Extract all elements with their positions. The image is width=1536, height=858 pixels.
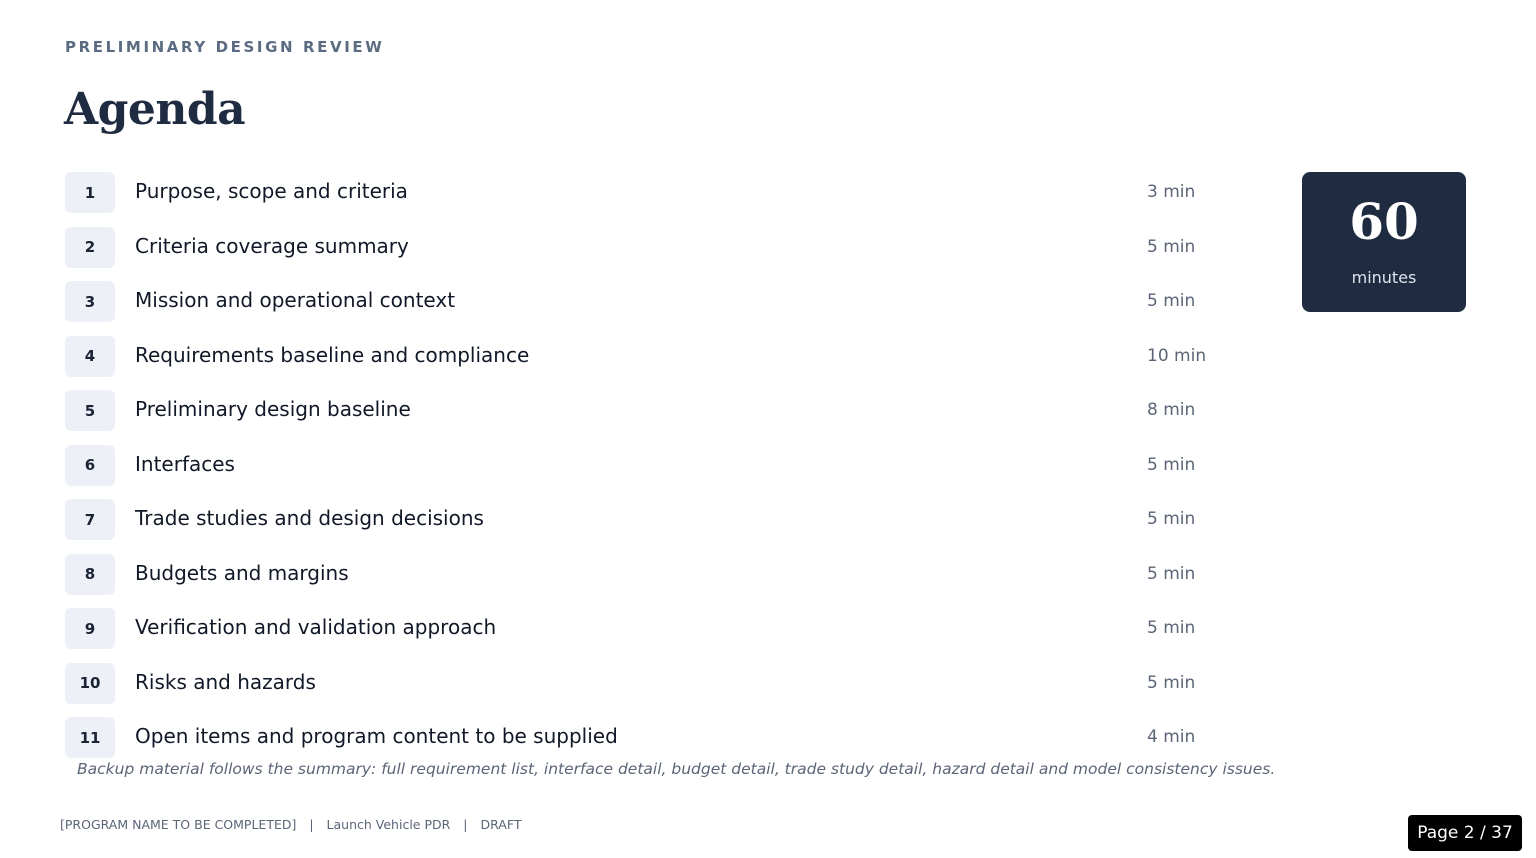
agenda-item (65, 608, 1225, 650)
agenda-item-number: 7 (65, 499, 115, 540)
agenda-item-label: Risks and hazards (135, 669, 316, 694)
agenda-item-duration: 5 min (1147, 291, 1196, 311)
agenda-item (65, 717, 1225, 759)
agenda-item-number: 5 (65, 390, 115, 431)
agenda-item-label: Verification and validation approach (135, 615, 497, 639)
page-indicator: Page 2 / 37 (1408, 815, 1522, 851)
footer-document: Launch Vehicle PDR (326, 817, 451, 832)
agenda-item (65, 663, 1225, 705)
agenda-item (65, 390, 1225, 432)
agenda-item-duration: 5 min (1147, 672, 1196, 693)
agenda-item-number: 6 (65, 445, 115, 486)
agenda-item (65, 554, 1225, 596)
agenda-item-label: Requirements baseline and compliance (135, 342, 530, 367)
agenda-item-number: 3 (65, 281, 115, 322)
agenda-item-duration: 4 min (1147, 727, 1196, 747)
agenda-item-duration: 10 min (1147, 345, 1207, 366)
agenda-item-label: Criteria coverage summary (135, 233, 409, 258)
agenda-item-label: Trade studies and design decisions (135, 506, 484, 530)
total-duration-unit: minutes (1351, 268, 1417, 287)
total-duration-card (1302, 172, 1466, 312)
agenda-item-number: 1 (65, 172, 115, 213)
agenda-item-label: Purpose, scope and criteria (135, 179, 408, 203)
page-title: Agenda (64, 84, 246, 135)
backup-note: Backup material follows the summary: full requirement list, interface detail, budget detail, trade study detail, hazard detail and model consistency issues. (77, 760, 1276, 778)
agenda-item-number: 2 (65, 227, 115, 268)
agenda-item-duration: 5 min (1147, 509, 1196, 529)
footer-separator: | (309, 817, 314, 832)
slide-eyebrow: PRELIMINARY DESIGN REVIEW (65, 38, 385, 56)
agenda-item-label: Preliminary design baseline (135, 397, 411, 421)
agenda-item-label: Mission and operational context (135, 288, 456, 312)
agenda-item-number: 10 (65, 663, 115, 704)
agenda-item-duration: 5 min (1147, 236, 1196, 257)
agenda-item-label: Budgets and margins (135, 560, 349, 585)
footer-program: [PROGRAM NAME TO BE COMPLETED] (60, 817, 297, 832)
agenda-item-duration: 5 min (1147, 563, 1196, 584)
agenda-item-label: Open items and program content to be supplied (135, 724, 618, 748)
agenda-item-number: 8 (65, 554, 115, 595)
agenda-item-duration: 3 min (1147, 182, 1196, 202)
agenda-item-number: 11 (65, 717, 115, 758)
agenda-item (65, 445, 1225, 487)
agenda-item-duration: 5 min (1147, 454, 1196, 475)
agenda-item-number: 4 (65, 336, 115, 377)
agenda-item-number: 9 (65, 608, 115, 649)
total-duration-value: 60 (1349, 192, 1419, 251)
agenda-item (65, 336, 1225, 378)
agenda-item (65, 227, 1225, 269)
agenda-item-duration: 8 min (1147, 400, 1196, 420)
footer-status: DRAFT (480, 817, 522, 832)
agenda-item (65, 281, 1225, 323)
agenda-item-label: Interfaces (135, 451, 235, 476)
agenda-item-duration: 5 min (1147, 618, 1196, 638)
agenda-item (65, 499, 1225, 541)
slide-footer (60, 817, 521, 832)
footer-separator: | (463, 817, 468, 832)
agenda-item (65, 172, 1225, 214)
